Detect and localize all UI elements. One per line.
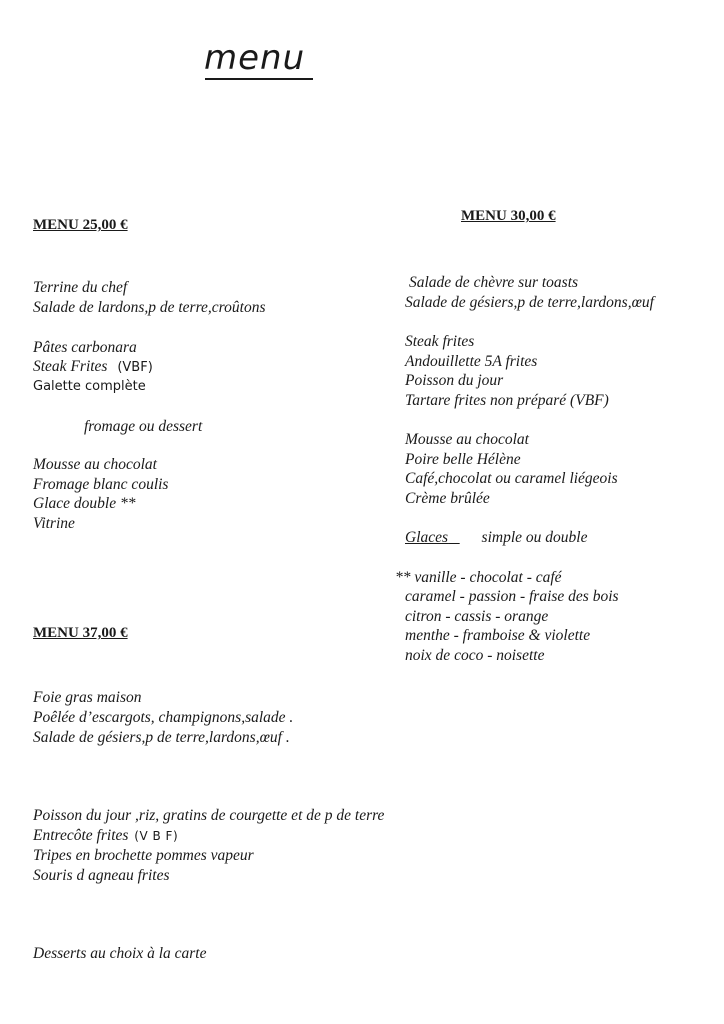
ice-cream-flavors: menthe - framboise & violette	[405, 627, 591, 644]
menu-25-starter: Terrine du chef	[33, 279, 128, 296]
menu-25-dessert: Vitrine	[33, 515, 75, 532]
menu-37-main: Poisson du jour ,riz, gratins de courgette et de p de terre	[33, 807, 385, 824]
menu-37-starter: Foie gras maison	[33, 689, 142, 706]
menu-37-main: Souris d agneau frites	[33, 867, 170, 884]
menu-30-starter: Salade de chèvre sur toasts	[409, 274, 579, 291]
menu-30-heading: MENU 30,00 €	[461, 208, 556, 224]
glaces-label: Glaces	[405, 529, 449, 546]
menu-25-main-origin: (VBF)	[117, 360, 153, 375]
ice-cream-flavors: citron - cassis - orange	[405, 608, 549, 625]
menu-37-main	[33, 826, 178, 846]
menu-37-main-label: Entrecôte frites	[33, 827, 129, 844]
menu-37-starter: Salade de gésiers,p de terre,lardons,œuf .	[33, 729, 290, 746]
menu-25-starter: Salade de lardons,p de terre,croûtons	[33, 299, 266, 316]
menu-37-main-origin: (V B F)	[134, 829, 179, 843]
menu-37-desserts: Desserts au choix à la carte	[33, 945, 207, 962]
title-underline	[205, 78, 313, 80]
menu-30-dessert: Crème brûlée	[405, 490, 490, 507]
menu-30-main: Steak frites	[405, 333, 475, 350]
menu-30-starter: Salade de gésiers,p de terre,lardons,œuf	[405, 294, 654, 311]
menu-25-cheese-or-dessert: fromage ou dessert	[84, 418, 203, 435]
menu-25-main	[33, 357, 153, 378]
menu-30-dessert: Poire belle Hélène	[405, 451, 521, 468]
ice-cream-flavors: caramel - passion - fraise des bois	[405, 588, 619, 605]
menu-30-dessert: Café,chocolat ou caramel liégeois	[405, 470, 618, 487]
menu-37-starter: Poêlée d’escargots, champignons,salade .	[33, 709, 294, 726]
menu-30-dessert: Mousse au chocolat	[405, 431, 529, 448]
menu-25-main: Pâtes carbonara	[33, 339, 137, 356]
ice-cream-flavors: ** vanille - chocolat - café	[395, 569, 562, 586]
menu-37-heading: MENU 37,00 €	[33, 625, 128, 641]
menu-25-main-label: Steak Frites	[33, 358, 108, 375]
menu-30-main: Tartare frites non préparé (VBF)	[405, 392, 609, 409]
menu-25-heading: MENU 25,00 €	[33, 217, 128, 233]
glaces-options: simple ou double	[481, 529, 588, 546]
ice-cream-flavors: noix de coco - noisette	[405, 647, 545, 664]
menu-25-dessert: Glace double **	[33, 495, 136, 512]
menu-37-main: Tripes en brochette pommes vapeur	[33, 847, 254, 864]
menu-30-glaces	[405, 528, 587, 548]
menu-25-dessert: Fromage blanc coulis	[33, 476, 169, 493]
menu-25-main: Galette complète	[33, 379, 146, 394]
menu-25-dessert: Mousse au chocolat	[33, 456, 157, 473]
page-title: menu	[204, 38, 306, 78]
menu-30-main: Poisson du jour	[405, 372, 504, 389]
menu-30-main: Andouillette 5A frites	[405, 353, 538, 370]
